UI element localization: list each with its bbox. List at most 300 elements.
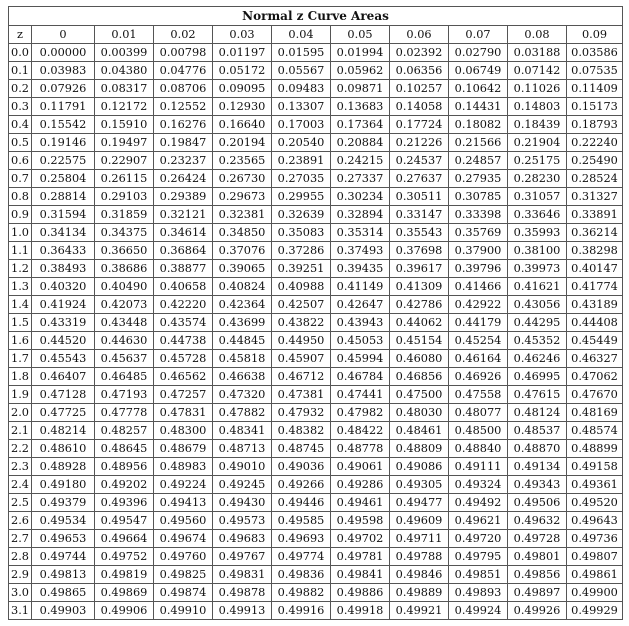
area-cell: 0.46562	[154, 368, 213, 386]
area-cell: 0.23565	[213, 152, 272, 170]
area-cell: 0.27637	[390, 170, 449, 188]
area-cell: 0.49893	[449, 584, 508, 602]
table-row	[9, 440, 623, 458]
area-cell: 0.36433	[32, 242, 95, 260]
area-cell: 0.06749	[449, 62, 508, 80]
area-cell: 0.49903	[32, 602, 95, 620]
area-cell: 0.46246	[508, 350, 567, 368]
table-row	[9, 494, 623, 512]
area-cell: 0.49621	[449, 512, 508, 530]
area-cell: 0.20540	[272, 134, 331, 152]
area-cell: 0.49851	[449, 566, 508, 584]
area-cell: 0.12552	[154, 98, 213, 116]
title-row	[9, 7, 623, 26]
z-value-cell: 3.1	[9, 602, 32, 620]
area-cell: 0.20884	[331, 134, 390, 152]
area-cell: 0.10257	[390, 80, 449, 98]
area-cell: 0.34375	[95, 224, 154, 242]
area-cell: 0.49906	[95, 602, 154, 620]
area-cell: 0.49224	[154, 476, 213, 494]
area-cell: 0.07535	[567, 62, 623, 80]
table-row	[9, 458, 623, 476]
z-value-cell: 1.1	[9, 242, 32, 260]
area-cell: 0.45352	[508, 332, 567, 350]
area-cell: 0.49134	[508, 458, 567, 476]
column-header-row	[9, 26, 623, 44]
table-row	[9, 584, 623, 602]
z-value-cell: 2.5	[9, 494, 32, 512]
area-cell: 0.46856	[390, 368, 449, 386]
area-cell: 0.45154	[390, 332, 449, 350]
area-cell: 0.49573	[213, 512, 272, 530]
area-cell: 0.43189	[567, 296, 623, 314]
area-cell: 0.25490	[567, 152, 623, 170]
area-cell: 0.20194	[213, 134, 272, 152]
area-cell: 0.47320	[213, 386, 272, 404]
area-cell: 0.49492	[449, 494, 508, 512]
table-row	[9, 548, 623, 566]
area-cell: 0.32894	[331, 206, 390, 224]
z-value-cell: 0.8	[9, 188, 32, 206]
table-row	[9, 260, 623, 278]
z-value-cell: 1.2	[9, 260, 32, 278]
area-cell: 0.18793	[567, 116, 623, 134]
area-cell: 0.35083	[272, 224, 331, 242]
area-cell: 0.21904	[508, 134, 567, 152]
area-cell: 0.49921	[390, 602, 449, 620]
area-cell: 0.49788	[390, 548, 449, 566]
area-cell: 0.30234	[331, 188, 390, 206]
area-cell: 0.49036	[272, 458, 331, 476]
area-cell: 0.47932	[272, 404, 331, 422]
area-cell: 0.49343	[508, 476, 567, 494]
area-cell: 0.33147	[390, 206, 449, 224]
area-cell: 0.49396	[95, 494, 154, 512]
area-cell: 0.49913	[213, 602, 272, 620]
area-cell: 0.48645	[95, 440, 154, 458]
area-cell: 0.06356	[390, 62, 449, 80]
area-cell: 0.41774	[567, 278, 623, 296]
area-cell: 0.28814	[32, 188, 95, 206]
area-cell: 0.23891	[272, 152, 331, 170]
area-cell: 0.49413	[154, 494, 213, 512]
table-row	[9, 314, 623, 332]
z-value-cell: 2.4	[9, 476, 32, 494]
area-cell: 0.49430	[213, 494, 272, 512]
area-cell: 0.01197	[213, 44, 272, 62]
area-cell: 0.43448	[95, 314, 154, 332]
area-cell: 0.48500	[449, 422, 508, 440]
area-cell: 0.30785	[449, 188, 508, 206]
area-cell: 0.48574	[567, 422, 623, 440]
area-cell: 0.41621	[508, 278, 567, 296]
area-cell: 0.17003	[272, 116, 331, 134]
area-cell: 0.03586	[567, 44, 623, 62]
area-cell: 0.43574	[154, 314, 213, 332]
column-header: 0.08	[508, 26, 567, 44]
table-row	[9, 206, 623, 224]
area-cell: 0.41149	[331, 278, 390, 296]
area-cell: 0.15542	[32, 116, 95, 134]
area-cell: 0.26424	[154, 170, 213, 188]
area-cell: 0.46080	[390, 350, 449, 368]
area-cell: 0.49886	[331, 584, 390, 602]
area-cell: 0.49664	[95, 530, 154, 548]
z-value-cell: 0.6	[9, 152, 32, 170]
area-cell: 0.48124	[508, 404, 567, 422]
area-cell: 0.49924	[449, 602, 508, 620]
area-cell: 0.48537	[508, 422, 567, 440]
area-cell: 0.46485	[95, 368, 154, 386]
area-cell: 0.40490	[95, 278, 154, 296]
area-cell: 0.11026	[508, 80, 567, 98]
area-cell: 0.49158	[567, 458, 623, 476]
area-cell: 0.49674	[154, 530, 213, 548]
area-cell: 0.49744	[32, 548, 95, 566]
area-cell: 0.39435	[331, 260, 390, 278]
table-title: Normal z Curve Areas	[9, 7, 623, 26]
area-cell: 0.22907	[95, 152, 154, 170]
area-cell: 0.15910	[95, 116, 154, 134]
area-cell: 0.49841	[331, 566, 390, 584]
area-cell: 0.41309	[390, 278, 449, 296]
area-cell: 0.29389	[154, 188, 213, 206]
area-cell: 0.28524	[567, 170, 623, 188]
area-cell: 0.29673	[213, 188, 272, 206]
area-cell: 0.39973	[508, 260, 567, 278]
area-cell: 0.49598	[331, 512, 390, 530]
z-value-cell: 2.3	[9, 458, 32, 476]
table-row	[9, 242, 623, 260]
area-cell: 0.42647	[331, 296, 390, 314]
area-cell: 0.27035	[272, 170, 331, 188]
area-cell: 0.47670	[567, 386, 623, 404]
area-cell: 0.27935	[449, 170, 508, 188]
area-cell: 0.39796	[449, 260, 508, 278]
column-header: 0.07	[449, 26, 508, 44]
area-cell: 0.49836	[272, 566, 331, 584]
area-cell: 0.41466	[449, 278, 508, 296]
table-row	[9, 224, 623, 242]
area-cell: 0.25175	[508, 152, 567, 170]
area-cell: 0.47778	[95, 404, 154, 422]
table-row	[9, 80, 623, 98]
table-row	[9, 386, 623, 404]
area-cell: 0.48870	[508, 440, 567, 458]
area-cell: 0.42922	[449, 296, 508, 314]
area-cell: 0.49477	[390, 494, 449, 512]
area-cell: 0.48077	[449, 404, 508, 422]
area-cell: 0.04776	[154, 62, 213, 80]
area-cell: 0.07142	[508, 62, 567, 80]
table-row	[9, 602, 623, 620]
area-cell: 0.05962	[331, 62, 390, 80]
area-cell: 0.47062	[567, 368, 623, 386]
area-cell: 0.26115	[95, 170, 154, 188]
area-cell: 0.35314	[331, 224, 390, 242]
area-cell: 0.48382	[272, 422, 331, 440]
area-cell: 0.49760	[154, 548, 213, 566]
area-cell: 0.14803	[508, 98, 567, 116]
column-header: 0.09	[567, 26, 623, 44]
table-body	[9, 44, 623, 620]
area-cell: 0.18439	[508, 116, 567, 134]
area-cell: 0.47193	[95, 386, 154, 404]
z-value-cell: 1.6	[9, 332, 32, 350]
area-cell: 0.42073	[95, 296, 154, 314]
area-cell: 0.12930	[213, 98, 272, 116]
area-cell: 0.48956	[95, 458, 154, 476]
area-cell: 0.48610	[32, 440, 95, 458]
area-cell: 0.33891	[567, 206, 623, 224]
area-cell: 0.49916	[272, 602, 331, 620]
area-cell: 0.49520	[567, 494, 623, 512]
area-cell: 0.49506	[508, 494, 567, 512]
area-cell: 0.49918	[331, 602, 390, 620]
area-cell: 0.49534	[32, 512, 95, 530]
area-cell: 0.12172	[95, 98, 154, 116]
area-cell: 0.49819	[95, 566, 154, 584]
area-cell: 0.37076	[213, 242, 272, 260]
area-cell: 0.49889	[390, 584, 449, 602]
table-row	[9, 404, 623, 422]
area-cell: 0.49547	[95, 512, 154, 530]
area-cell: 0.46638	[213, 368, 272, 386]
table-row	[9, 134, 623, 152]
area-cell: 0.49286	[331, 476, 390, 494]
area-cell: 0.49774	[272, 548, 331, 566]
table-row	[9, 152, 623, 170]
area-cell: 0.45637	[95, 350, 154, 368]
area-cell: 0.38493	[32, 260, 95, 278]
area-cell: 0.43822	[272, 314, 331, 332]
area-cell: 0.48899	[567, 440, 623, 458]
column-header: 0.03	[213, 26, 272, 44]
table-row	[9, 296, 623, 314]
area-cell: 0.49446	[272, 494, 331, 512]
area-cell: 0.15173	[567, 98, 623, 116]
area-cell: 0.08317	[95, 80, 154, 98]
table-row	[9, 350, 623, 368]
area-cell: 0.48300	[154, 422, 213, 440]
area-cell: 0.03188	[508, 44, 567, 62]
z-value-cell: 1.9	[9, 386, 32, 404]
z-value-cell: 3.0	[9, 584, 32, 602]
area-cell: 0.42364	[213, 296, 272, 314]
area-cell: 0.49720	[449, 530, 508, 548]
area-cell: 0.44295	[508, 314, 567, 332]
area-cell: 0.49865	[32, 584, 95, 602]
area-cell: 0.48809	[390, 440, 449, 458]
area-cell: 0.48214	[32, 422, 95, 440]
area-cell: 0.09483	[272, 80, 331, 98]
area-cell: 0.49929	[567, 602, 623, 620]
area-cell: 0.24537	[390, 152, 449, 170]
column-header: 0.02	[154, 26, 213, 44]
area-cell: 0.03983	[32, 62, 95, 80]
area-cell: 0.47500	[390, 386, 449, 404]
area-cell: 0.30511	[390, 188, 449, 206]
z-value-cell: 0.9	[9, 206, 32, 224]
z-value-cell: 1.0	[9, 224, 32, 242]
area-cell: 0.47257	[154, 386, 213, 404]
area-cell: 0.02790	[449, 44, 508, 62]
area-cell: 0.48745	[272, 440, 331, 458]
column-header: 0	[32, 26, 95, 44]
area-cell: 0.45818	[213, 350, 272, 368]
area-cell: 0.45907	[272, 350, 331, 368]
area-cell: 0.44062	[390, 314, 449, 332]
area-cell: 0.24215	[331, 152, 390, 170]
area-cell: 0.14058	[390, 98, 449, 116]
area-cell: 0.25804	[32, 170, 95, 188]
area-cell: 0.36214	[567, 224, 623, 242]
area-cell: 0.38100	[508, 242, 567, 260]
area-cell: 0.18082	[449, 116, 508, 134]
z-value-cell: 2.1	[9, 422, 32, 440]
area-cell: 0.49869	[95, 584, 154, 602]
area-cell: 0.43056	[508, 296, 567, 314]
area-cell: 0.32639	[272, 206, 331, 224]
area-cell: 0.38686	[95, 260, 154, 278]
area-cell: 0.29955	[272, 188, 331, 206]
area-cell: 0.08706	[154, 80, 213, 98]
table-row	[9, 98, 623, 116]
area-cell: 0.21566	[449, 134, 508, 152]
area-cell: 0.49180	[32, 476, 95, 494]
area-cell: 0.40988	[272, 278, 331, 296]
area-cell: 0.05567	[272, 62, 331, 80]
area-cell: 0.44630	[95, 332, 154, 350]
area-cell: 0.01595	[272, 44, 331, 62]
area-cell: 0.48422	[331, 422, 390, 440]
area-cell: 0.49693	[272, 530, 331, 548]
area-cell: 0.48341	[213, 422, 272, 440]
area-cell: 0.49926	[508, 602, 567, 620]
area-cell: 0.49379	[32, 494, 95, 512]
area-cell: 0.47558	[449, 386, 508, 404]
area-cell: 0.31594	[32, 206, 95, 224]
area-cell: 0.09095	[213, 80, 272, 98]
area-cell: 0.24857	[449, 152, 508, 170]
area-cell: 0.49461	[331, 494, 390, 512]
area-cell: 0.49825	[154, 566, 213, 584]
z-table	[8, 6, 623, 620]
area-cell: 0.48679	[154, 440, 213, 458]
area-cell: 0.44408	[567, 314, 623, 332]
area-cell: 0.49861	[567, 566, 623, 584]
area-cell: 0.14431	[449, 98, 508, 116]
area-cell: 0.49752	[95, 548, 154, 566]
area-cell: 0.47882	[213, 404, 272, 422]
area-cell: 0.39065	[213, 260, 272, 278]
area-cell: 0.44738	[154, 332, 213, 350]
z-value-cell: 2.9	[9, 566, 32, 584]
area-cell: 0.32381	[213, 206, 272, 224]
area-cell: 0.48169	[567, 404, 623, 422]
area-cell: 0.49856	[508, 566, 567, 584]
area-cell: 0.49910	[154, 602, 213, 620]
area-cell: 0.00000	[32, 44, 95, 62]
area-cell: 0.44179	[449, 314, 508, 332]
column-header: 0.05	[331, 26, 390, 44]
area-cell: 0.47441	[331, 386, 390, 404]
area-cell: 0.16276	[154, 116, 213, 134]
area-cell: 0.49767	[213, 548, 272, 566]
table-row	[9, 170, 623, 188]
z-value-cell: 0.7	[9, 170, 32, 188]
area-cell: 0.49781	[331, 548, 390, 566]
area-cell: 0.45994	[331, 350, 390, 368]
area-cell: 0.47615	[508, 386, 567, 404]
z-value-cell: 1.8	[9, 368, 32, 386]
table-row	[9, 476, 623, 494]
z-value-cell: 2.6	[9, 512, 32, 530]
table-head	[9, 7, 623, 44]
area-cell: 0.49736	[567, 530, 623, 548]
area-cell: 0.19497	[95, 134, 154, 152]
area-cell: 0.49086	[390, 458, 449, 476]
area-cell: 0.49711	[390, 530, 449, 548]
area-cell: 0.49324	[449, 476, 508, 494]
table-row	[9, 530, 623, 548]
area-cell: 0.47831	[154, 404, 213, 422]
area-cell: 0.37493	[331, 242, 390, 260]
area-cell: 0.31327	[567, 188, 623, 206]
table-row	[9, 422, 623, 440]
area-cell: 0.49702	[331, 530, 390, 548]
area-cell: 0.21226	[390, 134, 449, 152]
area-cell: 0.49897	[508, 584, 567, 602]
area-cell: 0.49202	[95, 476, 154, 494]
area-cell: 0.48840	[449, 440, 508, 458]
area-cell: 0.49632	[508, 512, 567, 530]
area-cell: 0.02392	[390, 44, 449, 62]
area-cell: 0.38298	[567, 242, 623, 260]
area-cell: 0.17724	[390, 116, 449, 134]
area-cell: 0.39617	[390, 260, 449, 278]
z-value-cell: 1.5	[9, 314, 32, 332]
area-cell: 0.40147	[567, 260, 623, 278]
area-cell: 0.46407	[32, 368, 95, 386]
area-cell: 0.31057	[508, 188, 567, 206]
area-cell: 0.37900	[449, 242, 508, 260]
table-row	[9, 188, 623, 206]
area-cell: 0.13683	[331, 98, 390, 116]
area-cell: 0.47381	[272, 386, 331, 404]
area-cell: 0.34850	[213, 224, 272, 242]
table-row	[9, 512, 623, 530]
area-cell: 0.49643	[567, 512, 623, 530]
area-cell: 0.46327	[567, 350, 623, 368]
area-cell: 0.47982	[331, 404, 390, 422]
z-value-cell: 1.3	[9, 278, 32, 296]
area-cell: 0.49807	[567, 548, 623, 566]
area-cell: 0.37286	[272, 242, 331, 260]
table-row	[9, 368, 623, 386]
area-cell: 0.27337	[331, 170, 390, 188]
area-cell: 0.48713	[213, 440, 272, 458]
area-cell: 0.11409	[567, 80, 623, 98]
z-value-cell: 0.2	[9, 80, 32, 98]
area-cell: 0.42220	[154, 296, 213, 314]
table-row	[9, 44, 623, 62]
area-cell: 0.41924	[32, 296, 95, 314]
area-cell: 0.40320	[32, 278, 95, 296]
area-cell: 0.49878	[213, 584, 272, 602]
column-header: 0.01	[95, 26, 154, 44]
area-cell: 0.04380	[95, 62, 154, 80]
